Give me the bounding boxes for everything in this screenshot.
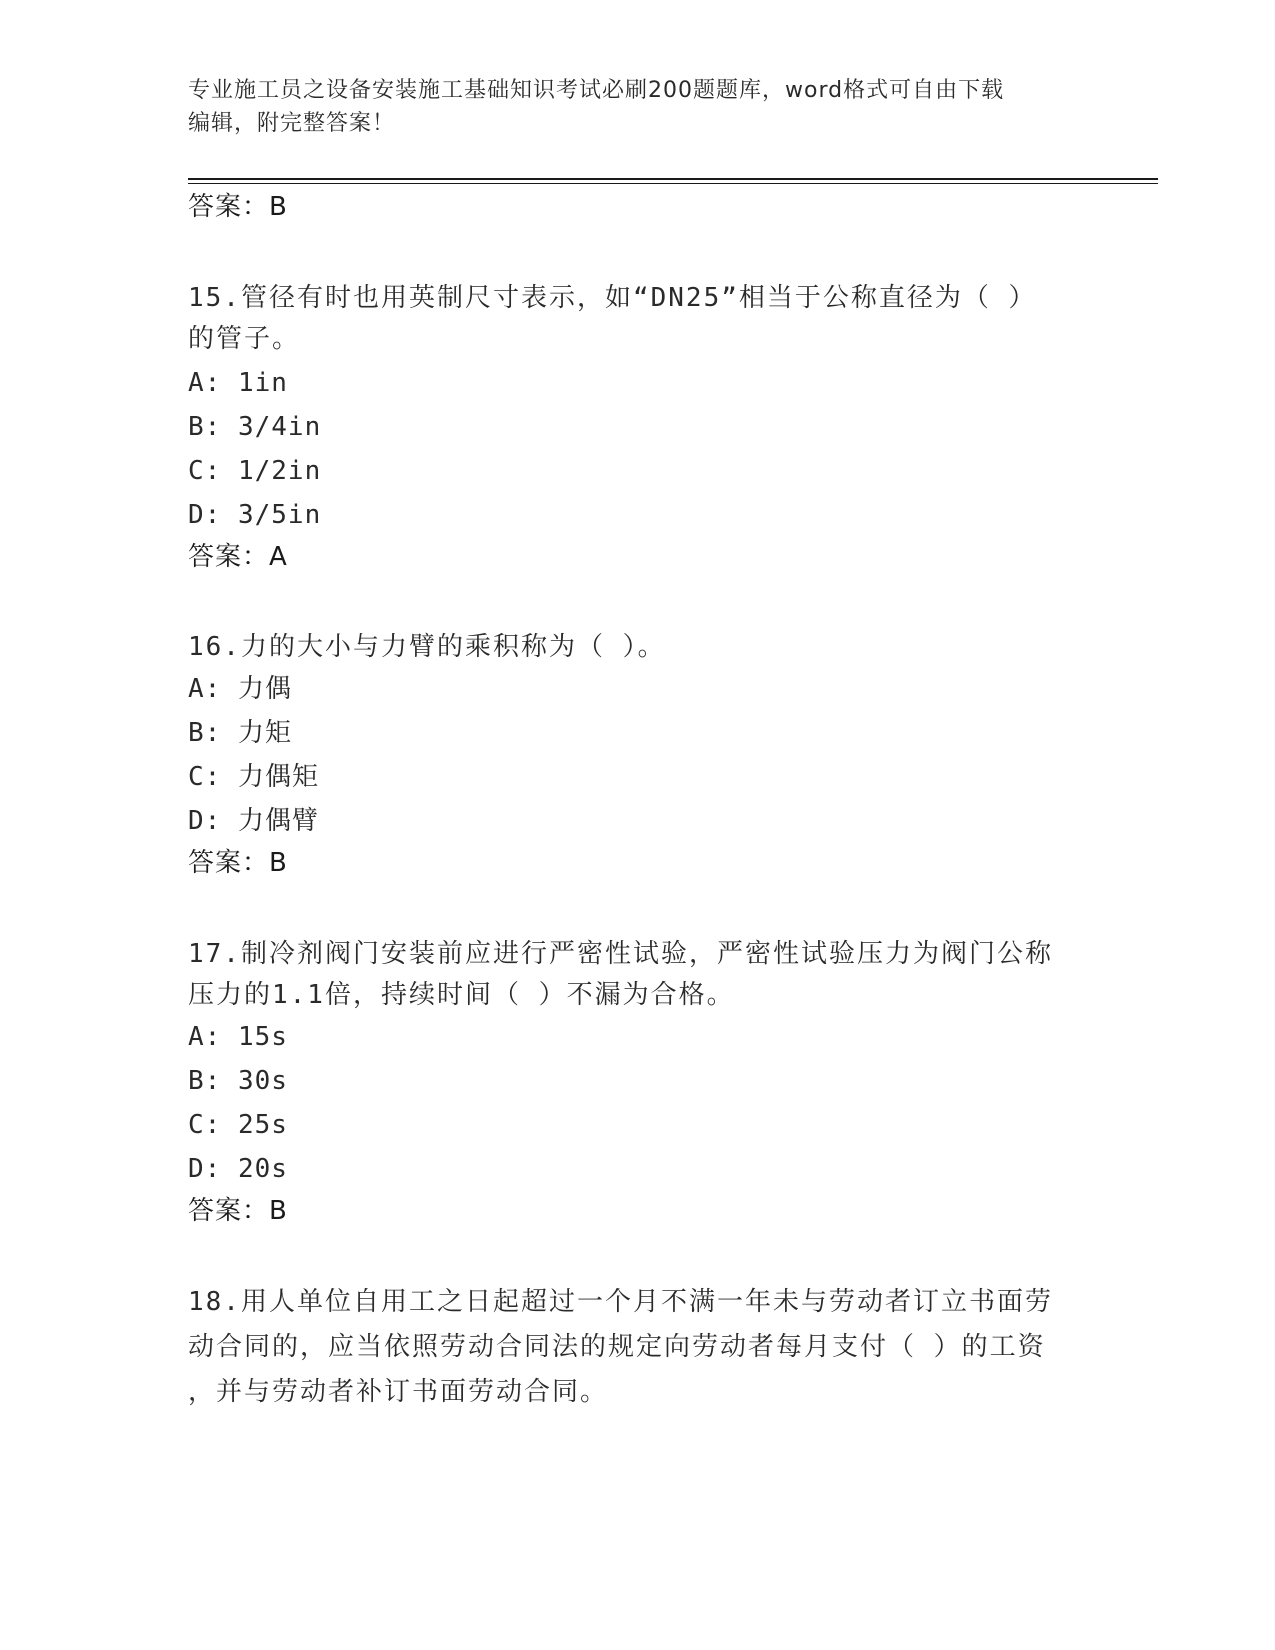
question-15-option-a: A: 1in (188, 368, 288, 398)
header-line-2: 编辑，附完整答案！ (188, 111, 396, 136)
header-line-1: 专业施工员之设备安装施工基础知识考试必刷200题题库，word格式可自由下载 (188, 78, 1005, 103)
question-15-stem-line-2: 的管子。 (188, 324, 301, 354)
question-15-option-d: D: 3/5in (188, 500, 322, 530)
question-15-option-b: B: 3/4in (188, 412, 322, 442)
question-16 (188, 625, 1088, 670)
question-18 (188, 1280, 1088, 1415)
question-17 (188, 932, 1088, 1018)
answer-previous: 答案：B (188, 192, 288, 222)
header-rule-thin (188, 183, 1158, 184)
question-16-option-d: D: 力偶臂 (188, 806, 319, 836)
question-18-stem-line-3: ，并与劳动者补订书面劳动合同。 (188, 1377, 609, 1407)
question-17-option-a: A: 15s (188, 1022, 288, 1052)
question-16-answer: 答案：B (188, 848, 288, 878)
document-header (188, 74, 1088, 140)
question-15-option-c: C: 1/2in (188, 456, 322, 486)
question-17-stem-line-1: 17.制冷剂阀门安装前应进行严密性试验，严密性试验压力为阀门公称 (188, 939, 1053, 969)
question-17-answer: 答案：B (188, 1196, 288, 1226)
question-15-stem-line-1: 15.管径有时也用英制尺寸表示，如“DN25”相当于公称直径为（ ） (188, 283, 1037, 313)
question-16-option-c: C: 力偶矩 (188, 762, 319, 792)
question-17-option-d: D: 20s (188, 1154, 288, 1184)
question-17-option-c: C: 25s (188, 1110, 288, 1140)
question-17-stem-line-2: 压力的1.1倍，持续时间（ ）不漏为合格。 (188, 980, 735, 1010)
question-16-option-a: A: 力偶 (188, 674, 292, 704)
question-15-answer: 答案：A (188, 542, 288, 572)
question-16-stem-line-1: 16.力的大小与力臂的乘积称为（ ）。 (188, 632, 666, 662)
question-17-option-b: B: 30s (188, 1066, 288, 1096)
header-rule-thick (188, 178, 1158, 180)
question-16-option-b: B: 力矩 (188, 718, 292, 748)
question-18-stem-line-1: 18.用人单位自用工之日起超过一个月不满一年未与劳动者订立书面劳 (188, 1287, 1053, 1317)
question-18-stem-line-2: 动合同的，应当依照劳动合同法的规定向劳动者每月支付（ ）的工资 (188, 1332, 1046, 1362)
question-15 (188, 276, 1088, 362)
